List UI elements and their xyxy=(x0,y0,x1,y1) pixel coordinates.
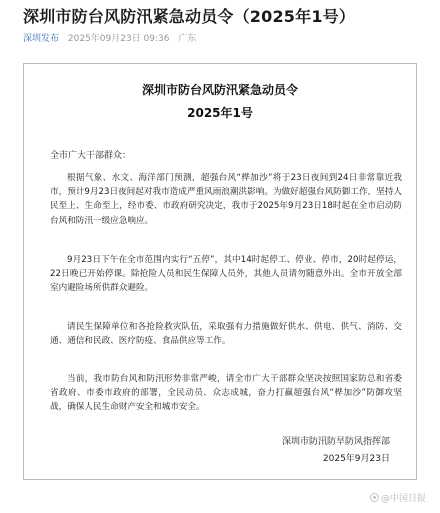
publish-location: 广东 xyxy=(178,34,197,44)
document-paragraph: 根据气象、水文、海洋部门预测，超强台风“桦加沙”将于23日夜间到24日非常靠近我市，预计9月23日夜间起对我市造成严重风雨浪潮洪影响。为做好超强台风防御工作，坚持人民至上、生命至上，经市委、市政府研究决定，我市于2025年9月23日18时起在全市启动防台风和防汛一级应急响应。 xyxy=(50,173,402,226)
document-paragraph: 9月23日下午在全市范围内实行“五停”，其中14时起停工、停业、停市，20时起停运，22日晚已开始停课。除抢险人员和民生保障人员外，其他人员请勿随意外出。全市开放全部室内避险场所供群众避险。 xyxy=(50,255,402,294)
weibo-logo-icon xyxy=(370,493,379,502)
document-title: 深圳市防台风防汛紧急动员令 xyxy=(141,83,298,97)
article-title: 深圳市防台风防汛紧急动员令（2025年1号） xyxy=(23,7,356,26)
document-image xyxy=(23,63,417,480)
publish-time: 2025年09月23日 09:36 xyxy=(67,34,170,44)
document-paragraph: 当前，我市防台风和防汛形势非常严峻，请全市广大干部群众坚决按照国家防总和省委省政府、市委市政府的部署，全民动员、众志成城，奋力打赢超强台风“桦加沙”防御攻坚战，确保人民生命财产安全和城市安全。 xyxy=(50,374,402,413)
document-signature: 深圳市防汛防旱防风指挥部 xyxy=(281,437,390,447)
source-link[interactable]: 深圳发布 xyxy=(23,34,60,44)
document-salutation: 全市广大干部群众： xyxy=(50,151,132,161)
article-meta xyxy=(23,33,196,45)
watermark-text: @中国日报 xyxy=(380,494,426,504)
document-number: 2025年1号 xyxy=(187,106,253,120)
watermark xyxy=(370,493,426,505)
document-paragraph: 请民生保障单位和各抢险救灾队伍，采取强有力措施做好供水、供电、供气、消防、交通、通信和民政、医疗防疫、食品供应等工作。 xyxy=(50,322,402,347)
document-date: 2025年9月23日 xyxy=(322,454,390,464)
